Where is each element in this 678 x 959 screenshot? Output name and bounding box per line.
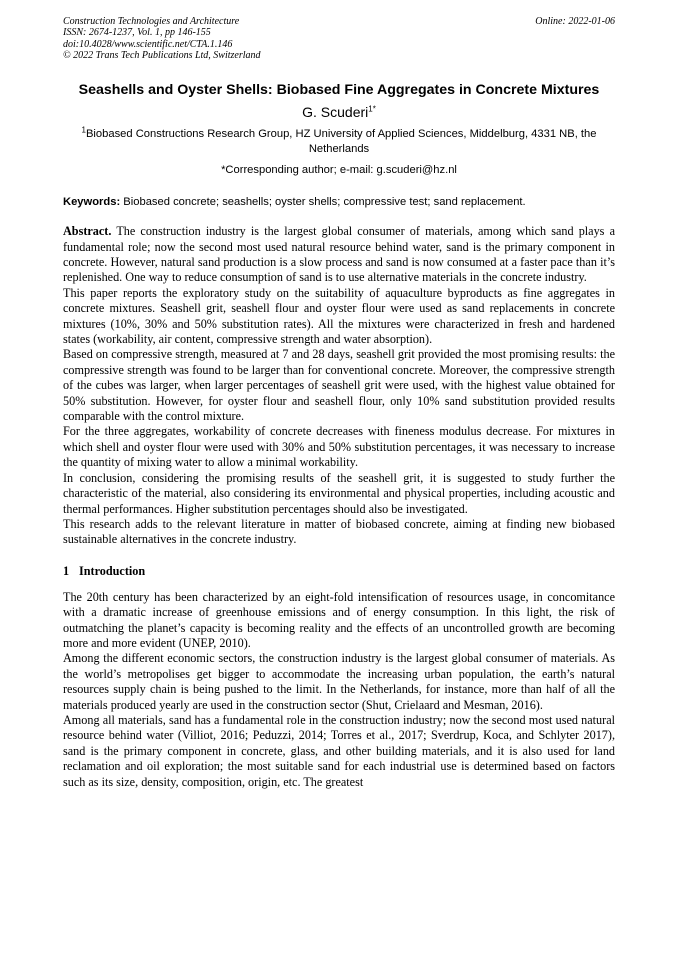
abstract-paragraph: For the three aggregates, workability of concrete decreases with fineness modulus decrease. For mixtures in which shell and oyster flour were used with 30% and 50% substitution percentages, it was necessary to increase the quantity of mixing water to allow a minimal workability. (63, 424, 615, 470)
abstract-paragraph: Based on compressive strength, measured at 7 and 28 days, seashell grit provided the most promising results: the compressive strength was found to be larger than for conventional concrete. Moreover, the compressive strength of the cubes was larger, when larger percentages of seashell grit were used, with the highest value obtained for 50% substitution. However, for oyster flour and seashell flour, only 10% sand substitution provided results comparable with the control mixture. (63, 347, 615, 424)
journal-doi: doi:10.4028/www.scientific.net/CTA.1.146 (63, 38, 233, 50)
keywords-text: Biobased concrete; seashells; oyster shells; compressive test; sand replacement. (120, 196, 526, 209)
abstract (63, 224, 615, 548)
abstract-paragraph: In conclusion, considering the promising results of the seashell grit, it is suggested to study further the characteristic of the material, also considering its environmental and physical properties, including acoustic and thermal performances. Higher substitution percentages should also be investigated. (63, 470, 615, 516)
author-superscript: 1* (368, 104, 376, 114)
journal-issn: ISSN: 2674-1237, Vol. 1, pp 146-155 (63, 27, 211, 39)
abstract-label: Abstract. (63, 224, 112, 239)
abstract-paragraph (63, 224, 615, 286)
author-line (63, 104, 615, 121)
journal-name: Construction Technologies and Architecture (63, 16, 240, 27)
paper-title: Seashells and Oyster Shells: Biobased Fine Aggregates in Concrete Mixtures (78, 82, 600, 99)
online-date: Online: 2022-01-06 (535, 16, 615, 27)
corresponding-author: *Corresponding author; e-mail: g.scuderi@hz.nl (221, 164, 457, 177)
journal-header (63, 16, 615, 61)
keywords (63, 195, 615, 210)
abstract-paragraph: This research adds to the relevant literature in matter of biobased concrete, aiming at finding new biobased sustainable alternatives in the concrete industry. (63, 516, 615, 547)
author-name: G. Scuderi (302, 104, 369, 121)
affiliation (63, 127, 615, 157)
section-heading-introduction (63, 564, 615, 579)
body-paragraph: The 20th century has been characterized by an eight-fold intensification of resources usage, in concomitance with a dramatic increase of greenhouse emissions and of energy consumption. In this light, the risk of outmatching the planet’s capacity is becoming reality and the effects of an uncontrolled growth are becoming more and more evident (UNEP, 2010). (63, 589, 615, 650)
section-title: Introduction (79, 563, 146, 578)
introduction-body (63, 590, 615, 790)
body-paragraph: Among all materials, sand has a fundamental role in the construction industry; now the second most used natural resource behind water (Villiot, 2016; Peduzzi, 2014; Torres et al., 2017; Sverdrup, Koca, and Schlyter 2017), sand is the primary component in concrete, glass, and other building materials, and it is also used for land reclamation and oil exploration; the most suitable sand for each industrial use is determined based on factors such as its size, density, composition, origin, etc. The greatest (63, 712, 615, 789)
abstract-paragraph: This paper reports the exploratory study on the suitability of aquaculture byproducts as fine aggregates in concrete mixtures. Seashell grit, seashell flour and oyster flour were used as sand replacements in concrete mixtures (10%, 30% and 50% substitution rates). All the mixtures were characterized in fresh and hardened states (workability, air content, compressive strength and water absorption). (63, 285, 615, 347)
body-paragraph: Among the different economic sectors, the construction industry is the largest global consumer of materials. As the world’s metropolises get bigger to accommodate the increasing urban population, the earth’s natural resources supply chain is being pushed to the limit. In the Netherlands, for instance, more than half of all the materials produced yearly are used in the construction sector (Shut, Crielaard and Mesman, 2016). (63, 651, 615, 712)
journal-copyright: © 2022 Trans Tech Publications Ltd, Switzerland (63, 49, 261, 61)
affiliation-text: Biobased Constructions Research Group, HZ University of Applied Sciences, Middelburg, 4331 NB, the Netherlands (85, 128, 597, 156)
keywords-label: Keywords: (63, 196, 121, 209)
affiliation-superscript: 1 (81, 125, 86, 135)
section-number: 1 (63, 563, 70, 578)
abstract-text: The construction industry is the largest global consumer of materials, among which sand plays a fundamental role; now the second most used natural resource behind water, sand is the primary component in concrete. However, natural sand production is a slow process and sand is now consumed at a faster pace than it’s replenished. One way to reduce consumption of sand is to use alternative materials in the concrete industry. (63, 224, 615, 285)
